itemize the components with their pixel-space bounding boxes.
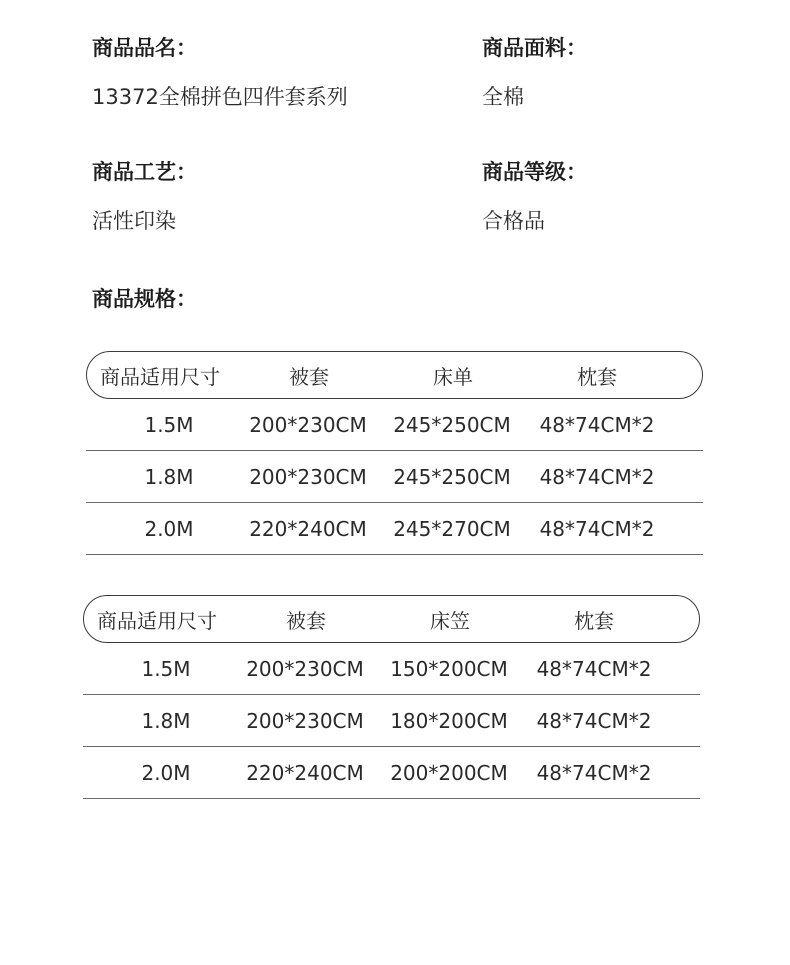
table-cell: 220*240CM	[249, 516, 367, 541]
table-cell: 220*240CM	[246, 760, 364, 785]
header-cell-fitted-sheet: 床笠	[430, 608, 470, 633]
product-name-label: 商品品名：	[92, 36, 197, 60]
size-table-flat-sheet	[86, 351, 703, 555]
spec-title: 商品规格：	[92, 287, 197, 311]
header-cell-pillowcase: 枕套	[574, 608, 614, 633]
table-header	[83, 595, 700, 643]
table-cell: 200*230CM	[246, 708, 364, 733]
header-cell-duvet: 被套	[286, 608, 326, 633]
table-cell: 1.5M	[144, 412, 194, 437]
product-name-field	[92, 34, 348, 111]
size-table-fitted-sheet	[83, 595, 700, 799]
table-row	[86, 451, 703, 503]
table-cell: 245*250CM	[393, 412, 511, 437]
table-cell: 180*200CM	[390, 708, 508, 733]
table-cell: 200*230CM	[249, 464, 367, 489]
table-cell: 48*74CM*2	[536, 760, 652, 785]
table-cell: 48*74CM*2	[539, 516, 655, 541]
table-cell: 48*74CM*2	[539, 412, 655, 437]
table-row	[83, 695, 700, 747]
table-cell: 48*74CM*2	[536, 708, 652, 733]
product-craft-field	[92, 158, 197, 235]
product-material-field	[482, 34, 587, 111]
product-material-label: 商品面料：	[482, 36, 587, 60]
table-cell: 1.8M	[141, 708, 191, 733]
table-row	[86, 399, 703, 451]
table-cell: 1.5M	[141, 656, 191, 681]
table-cell: 1.8M	[144, 464, 194, 489]
product-grade-label: 商品等级：	[482, 160, 587, 184]
table-cell: 48*74CM*2	[539, 464, 655, 489]
product-material-value: 全棉	[482, 85, 524, 109]
table-cell: 200*230CM	[249, 412, 367, 437]
header-cell-pillowcase: 枕套	[577, 364, 617, 389]
header-cell-sheet: 床单	[433, 364, 473, 389]
product-craft-label: 商品工艺：	[92, 160, 197, 184]
table-cell: 245*270CM	[393, 516, 511, 541]
table-cell: 2.0M	[141, 760, 191, 785]
product-name-value: 13372全棉拼色四件套系列	[92, 85, 348, 109]
table-cell: 150*200CM	[390, 656, 508, 681]
product-craft-value: 活性印染	[92, 209, 176, 233]
product-grade-field	[482, 158, 587, 235]
table-row	[83, 643, 700, 695]
table-header	[86, 351, 703, 399]
header-cell-size: 商品适用尺寸	[97, 608, 217, 633]
header-cell-size: 商品适用尺寸	[100, 364, 220, 389]
table-row	[83, 747, 700, 799]
table-row	[86, 503, 703, 555]
table-cell: 200*230CM	[246, 656, 364, 681]
header-cell-duvet: 被套	[289, 364, 329, 389]
table-cell: 245*250CM	[393, 464, 511, 489]
product-grade-value: 合格品	[482, 209, 545, 233]
table-cell: 2.0M	[144, 516, 194, 541]
table-cell: 200*200CM	[390, 760, 508, 785]
table-cell: 48*74CM*2	[536, 656, 652, 681]
